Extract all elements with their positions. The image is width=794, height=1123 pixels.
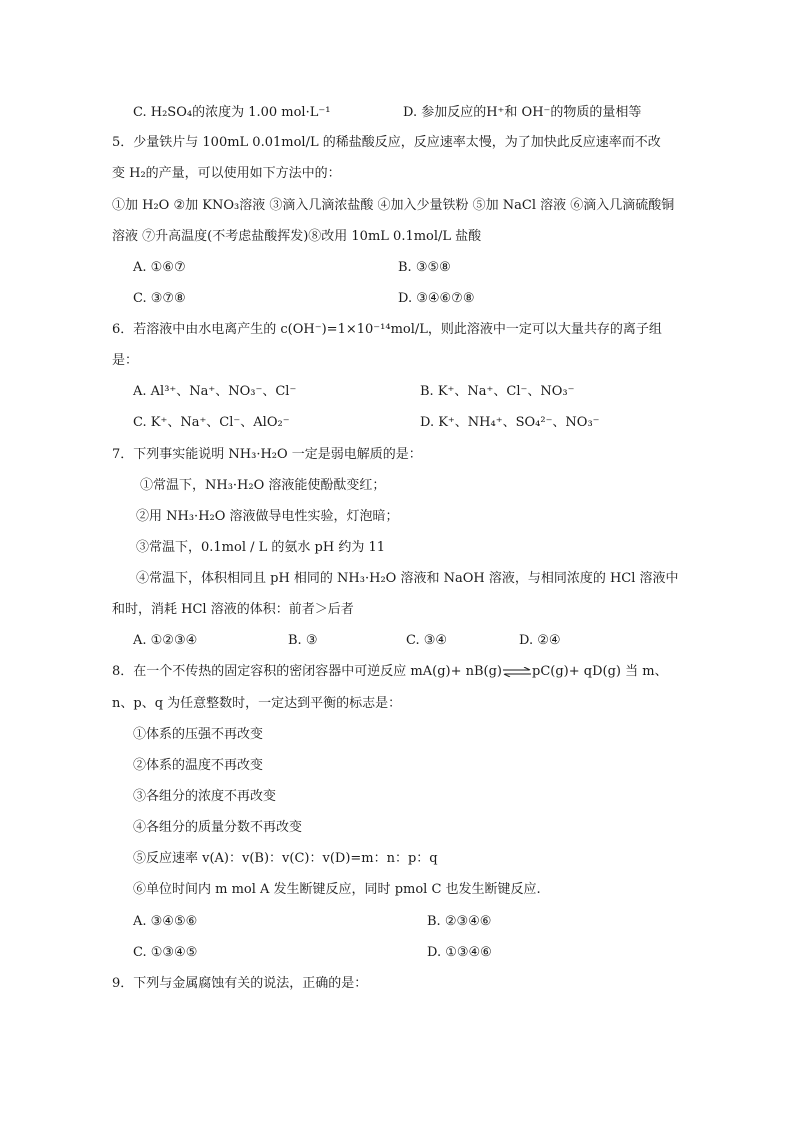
q4-option-d: D. 参加反应的H⁺和 OH⁻的物质的量相等 bbox=[403, 105, 642, 120]
q9-stem: 9．下列与金属腐蚀有关的说法，正确的是： bbox=[112, 976, 368, 991]
q7-item-4-line2: 和时，消耗 HCl 溶液的体积：前者＞后者 bbox=[112, 602, 354, 617]
q8-option-a: A. ③④⑤⑥ bbox=[133, 914, 198, 929]
q8-option-c: C. ①③④⑤ bbox=[133, 945, 198, 960]
q7-item-1: ①常温下，NH₃·H₂O 溶液能使酚酞变红； bbox=[140, 478, 386, 493]
q5-stem-line1: 5．少量铁片与 100mL 0.01mol/L 的稀盐酸反应，反应速率太慢，为了加快此反应速率而不改 bbox=[112, 135, 661, 150]
q6-stem-line1: 6．若溶液中由水电离产生的 c(OH⁻)=1×10⁻¹⁴mol/L，则此溶液中一定可以大量共存的离子组 bbox=[112, 322, 662, 337]
q7-option-b: B. ③ bbox=[288, 633, 318, 648]
q7-stem: 7．下列事实能说明 NH₃·H₂O 一定是弱电解质的是： bbox=[112, 447, 422, 462]
q5-option-b: B. ③⑤⑧ bbox=[398, 260, 451, 275]
q7-item-2: ②用 NH₃·H₂O 溶液做导电性实验，灯泡暗； bbox=[136, 509, 399, 524]
q8-option-b: B. ②③④⑥ bbox=[427, 914, 492, 929]
q5-option-c: C. ③⑦⑧ bbox=[133, 291, 186, 306]
q6-option-d: D. K⁺、NH₄⁺、SO₄²⁻、NO₃⁻ bbox=[420, 415, 600, 430]
q8-item-5: ⑤反应速率 v(A)：v(B)：v(C)：v(D)=m：n：p：q bbox=[133, 851, 438, 866]
q8-stem-line2: n、p、q 为任意整数时，一定达到平衡的标志是： bbox=[112, 696, 402, 711]
q4-option-c: C. H₂SO₄的浓度为 1.00 mol·L⁻¹ bbox=[133, 105, 331, 120]
q6-option-c: C. K⁺、Na⁺、Cl⁻、AlO₂⁻ bbox=[133, 415, 290, 430]
q6-option-b: B. K⁺、Na⁺、Cl⁻、NO₃⁻ bbox=[420, 384, 575, 399]
q5-items-line2: 溶液 ⑦升高温度(不考虑盐酸挥发)⑧改用 10mL 0.1mol/L 盐酸 bbox=[112, 229, 482, 244]
q7-option-d: D. ②④ bbox=[519, 633, 561, 648]
q5-option-d: D. ③④⑥⑦⑧ bbox=[398, 291, 475, 306]
q5-option-a: A. ①⑥⑦ bbox=[133, 260, 186, 275]
q6-option-a: A. Al³⁺、Na⁺、NO₃⁻、Cl⁻ bbox=[133, 384, 297, 399]
q8-item-6: ⑥单位时间内 m mol A 发生断键反应，同时 pmol C 也发生断键反应. bbox=[133, 882, 541, 897]
q7-option-a: A. ①②③④ bbox=[133, 633, 198, 648]
q8-item-1: ①体系的压强不再改变 bbox=[133, 727, 264, 742]
q7-item-4-line1: ④常温下，体积相同且 pH 相同的 NH₃·H₂O 溶液和 NaOH 溶液，与相同浓度的 HCl 溶液中 bbox=[136, 571, 679, 586]
q5-items-line1: ①加 H₂O ②加 KNO₃溶液 ③滴入几滴浓盐酸 ④加入少量铁粉 ⑤加 NaCl 溶液 ⑥滴入几滴硫酸铜 bbox=[112, 198, 675, 213]
q8-stem-part1: 8．在一个不传热的固定容积的密闭容器中可逆反应 mA(g)+ nB(g) bbox=[112, 664, 503, 679]
q6-stem-line2: 是： bbox=[112, 353, 139, 368]
equilibrium-arrow-icon bbox=[502, 667, 532, 677]
q7-item-3: ③常温下，0.1mol / L 的氨水 pH 约为 11 bbox=[136, 540, 385, 555]
q7-option-c: C. ③④ bbox=[406, 633, 448, 648]
q8-stem-part2: pC(g)+ qD(g) 当 m、 bbox=[532, 664, 668, 679]
q8-item-3: ③各组分的浓度不再改变 bbox=[133, 789, 277, 804]
q8-stem-line1 bbox=[112, 662, 668, 682]
q8-item-2: ②体系的温度不再改变 bbox=[133, 758, 264, 773]
q5-stem-line2: 变 H₂的产量，可以使用如下方法中的： bbox=[112, 166, 341, 181]
q8-item-4: ④各组分的质量分数不再改变 bbox=[133, 820, 303, 835]
q8-option-d: D. ①③④⑥ bbox=[427, 945, 492, 960]
